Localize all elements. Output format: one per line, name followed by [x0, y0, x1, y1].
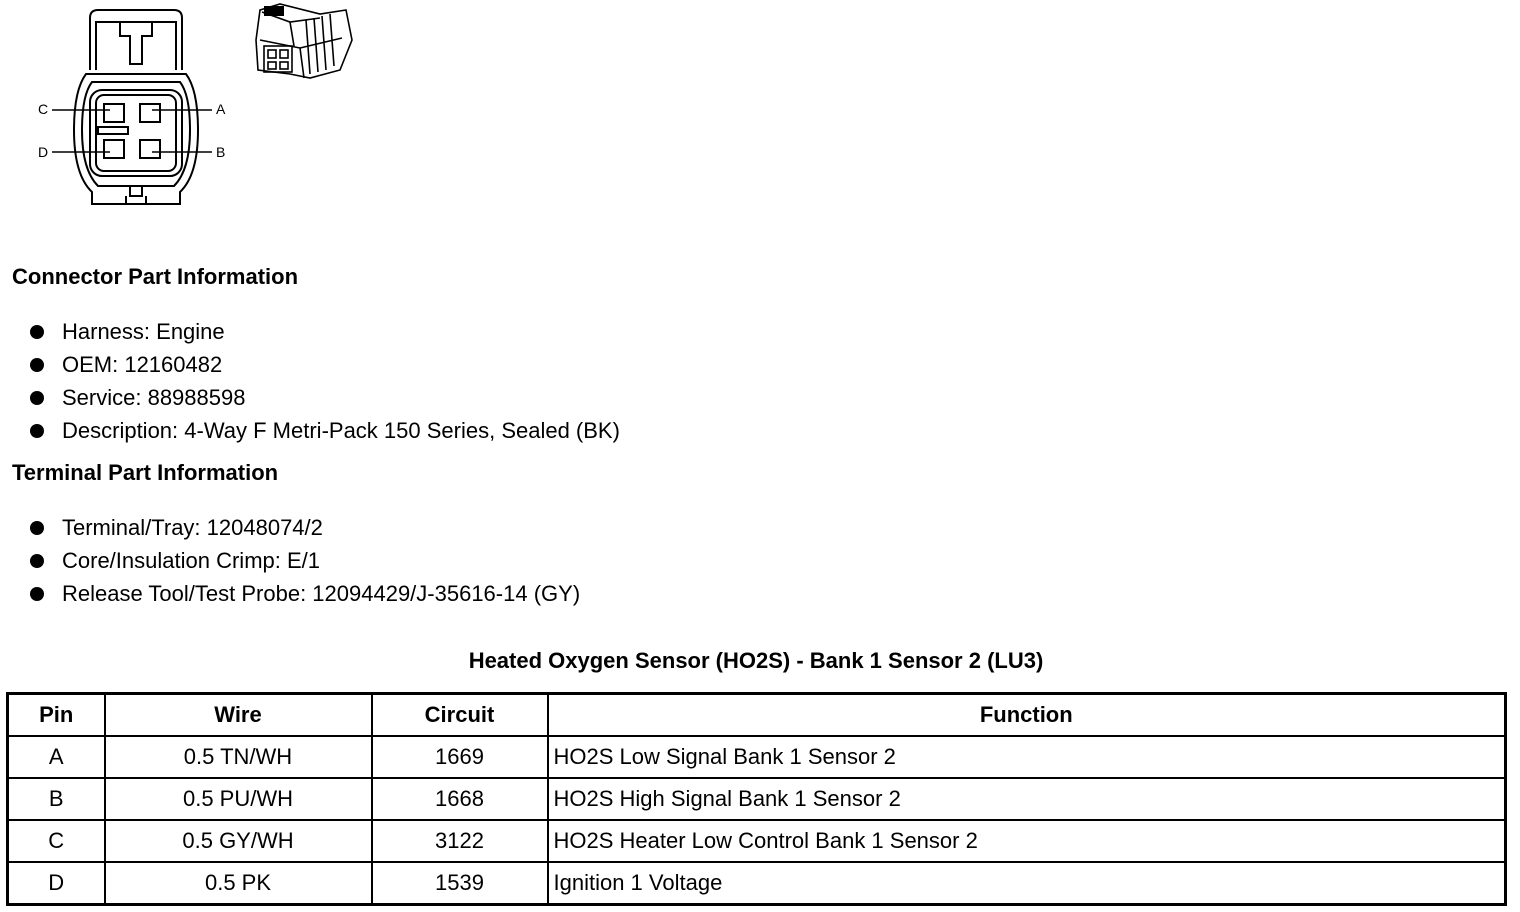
table-row: [8, 862, 1506, 905]
connector-face-diagram: [30, 0, 230, 210]
pin-label-c: C: [38, 101, 49, 117]
header-circuit: Circuit: [372, 694, 548, 737]
cell-wire: 0.5 PK: [105, 862, 372, 905]
list-item: Release Tool/Test Probe: 12094429/J-35616-14 (GY): [28, 577, 580, 610]
list-item: Description: 4-Way F Metri-Pack 150 Series, Sealed (BK): [28, 414, 620, 447]
cell-pin: D: [8, 862, 105, 905]
header-function: Function: [548, 694, 1506, 737]
terminal-info-list: [28, 511, 580, 610]
pin-table-title: Heated Oxygen Sensor (HO2S) - Bank 1 Sensor 2 (LU3): [468, 648, 1044, 673]
header-pin: Pin: [8, 694, 105, 737]
cell-pin: C: [8, 820, 105, 862]
table-row: [8, 736, 1506, 778]
bullet-icon: [30, 391, 44, 405]
cell-pin: B: [8, 778, 105, 820]
header-wire: Wire: [105, 694, 372, 737]
list-item: Core/Insulation Crimp: E/1: [28, 544, 580, 577]
list-item: Service: 88988598: [28, 381, 620, 414]
cell-circuit: 1669: [372, 736, 548, 778]
connector-info-heading: Connector Part Information: [12, 264, 299, 289]
bullet-icon: [30, 424, 44, 438]
cell-wire: 0.5 TN/WH: [105, 736, 372, 778]
cell-circuit: 1539: [372, 862, 548, 905]
bullet-icon: [30, 521, 44, 535]
cell-function: HO2S Heater Low Control Bank 1 Sensor 2: [548, 820, 1506, 862]
cell-circuit: 3122: [372, 820, 548, 862]
connector-info-list: [28, 315, 620, 447]
cell-circuit: 1668: [372, 778, 548, 820]
bullet-icon: [30, 325, 44, 339]
cell-function: HO2S High Signal Bank 1 Sensor 2: [548, 778, 1506, 820]
table-row: [8, 820, 1506, 862]
table-header-row: [8, 694, 1506, 737]
connector-perspective-image: [250, 0, 360, 90]
bullet-icon: [30, 587, 44, 601]
bullet-icon: [30, 358, 44, 372]
cell-wire: 0.5 PU/WH: [105, 778, 372, 820]
bullet-icon: [30, 554, 44, 568]
list-item: Terminal/Tray: 12048074/2: [28, 511, 580, 544]
cell-function: HO2S Low Signal Bank 1 Sensor 2: [548, 736, 1506, 778]
cell-wire: 0.5 GY/WH: [105, 820, 372, 862]
pin-label-a: A: [216, 101, 226, 117]
list-item: OEM: 12160482: [28, 348, 620, 381]
cell-pin: A: [8, 736, 105, 778]
list-item: Harness: Engine: [28, 315, 620, 348]
cell-function: Ignition 1 Voltage: [548, 862, 1506, 905]
pin-label-d: D: [38, 144, 49, 160]
terminal-info-heading: Terminal Part Information: [12, 460, 279, 485]
table-row: [8, 778, 1506, 820]
pin-table: [6, 692, 1507, 906]
pin-label-b: B: [216, 144, 226, 160]
